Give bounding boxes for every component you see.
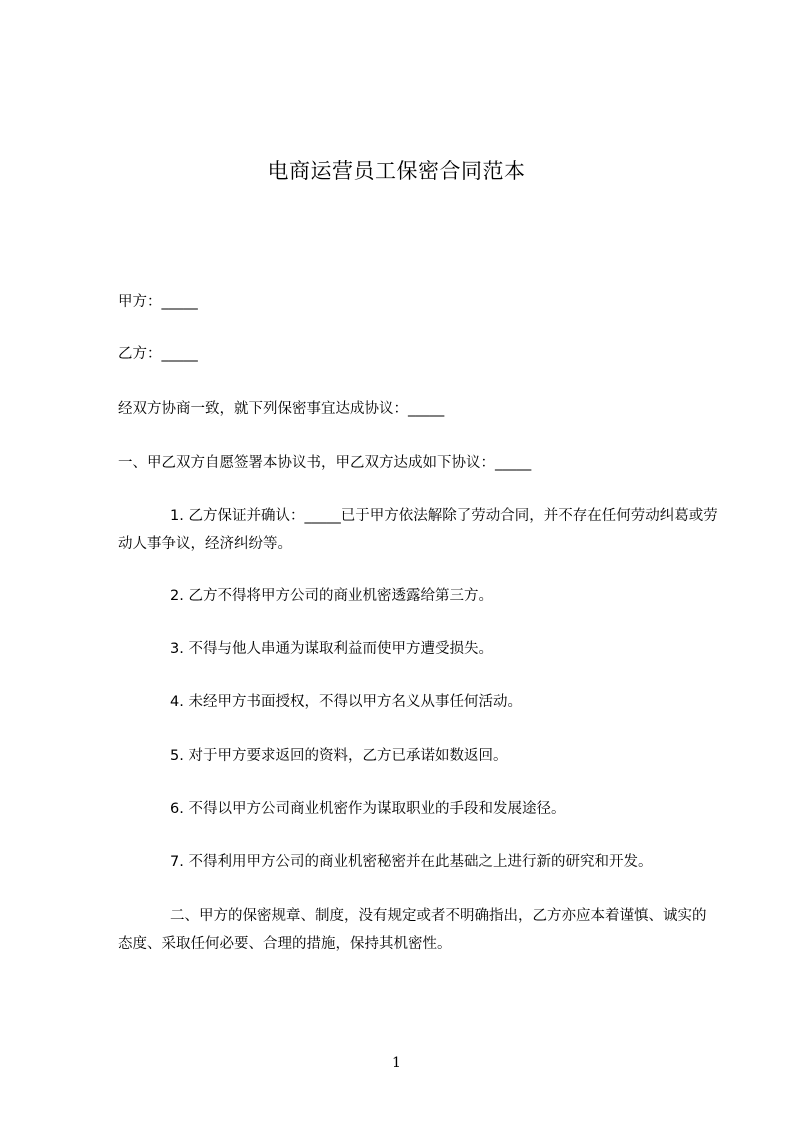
party-b-line: 乙方：_____ bbox=[118, 346, 198, 362]
clause-item-6: 6. 不得以甲方公司商业机密作为谋取职业的手段和发展途径。 bbox=[170, 801, 566, 817]
clause-item-5: 5. 对于甲方要求返回的资料，乙方已承诺如数返回。 bbox=[170, 748, 508, 764]
clause-item-4: 4. 未经甲方书面授权，不得以甲方名义从事任何活动。 bbox=[170, 694, 522, 710]
clause-item-1: 1. 乙方保证并确认：_____已于甲方依法解除了劳动合同，并不存在任何劳动纠葛或劳动人事争议，经济纠纷等。 bbox=[118, 508, 718, 552]
intro-paragraph: 经双方协商一致，就下列保密事宜达成协议：_____ bbox=[118, 401, 445, 417]
party-a-line: 甲方：_____ bbox=[118, 294, 198, 310]
clause-item-7: 7. 不得利用甲方公司的商业机密秘密并在此基础之上进行新的研究和开发。 bbox=[170, 854, 653, 870]
section-2-paragraph: 二、甲方的保密规章、制度，没有规定或者不明确指出，乙方亦应本着谨慎、诚实的态度、采取任何必要、合理的措施，保持其机密性。 bbox=[118, 908, 707, 952]
clause-item-3: 3. 不得与他人串通为谋取利益而使甲方遭受损失。 bbox=[170, 641, 493, 657]
clause-item-2: 2. 乙方不得将甲方公司的商业机密透露给第三方。 bbox=[170, 588, 493, 604]
section-1-heading: 一、甲乙双方自愿签署本协议书，甲乙双方达成如下协议：_____ bbox=[118, 455, 532, 471]
document-title: 电商运营员工保密合同范本 bbox=[267, 159, 526, 184]
page-number: 1 bbox=[392, 1055, 401, 1071]
